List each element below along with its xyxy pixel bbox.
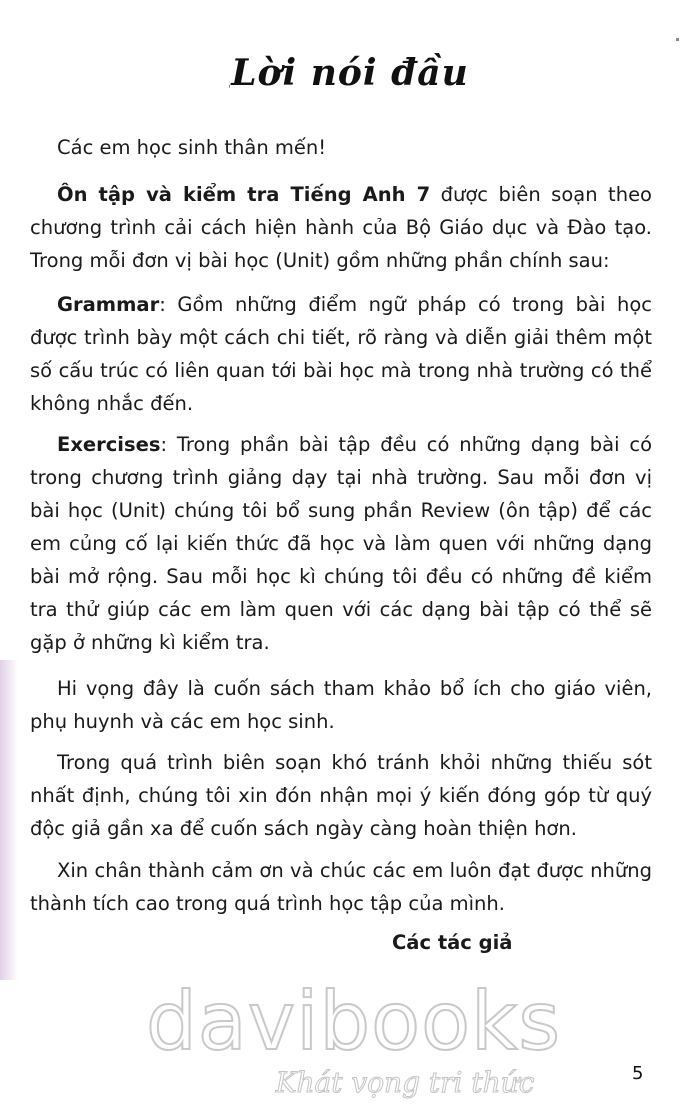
page-number: 5 bbox=[632, 1063, 644, 1084]
binding-shadow bbox=[0, 660, 18, 980]
book-title: Ôn tập và kiểm tra Tiếng Anh 7 bbox=[57, 183, 431, 206]
page-title: Lời nói đầu bbox=[231, 52, 469, 94]
signature: Các tác giả bbox=[392, 931, 513, 954]
grammar-label: Grammar bbox=[57, 293, 160, 316]
scan-speck bbox=[676, 38, 679, 41]
errors-text: Trong quá trình biên soạn khó tránh khỏi những thiếu sót nhất định, chúng tôi xin đón nhận mọi ý kiến đóng góp từ quý độc giả gần xa để cuốn sách ngày càng hoàn thiện hơn. bbox=[30, 751, 652, 840]
grammar-text: : Gồm những điểm ngữ pháp có trong bài học được trình bày một cách chi tiết, rõ ràng và diễn giải thêm một số cấu trúc có liên quan tới bài học mà trong nhà trường có thể không nhắc đến. bbox=[30, 293, 652, 415]
greeting-text: Các em học sinh thân mến! bbox=[57, 136, 327, 159]
grammar-paragraph bbox=[30, 288, 652, 420]
intro-text: được biên soạn theo chương trình cải cách hiện hành của Bộ Giáo dục và Đào tạo. Trong mỗi đơn vị bài học (Unit) gồm những phần chính sau: bbox=[30, 183, 652, 272]
greeting-paragraph bbox=[30, 131, 652, 164]
hope-text: Hi vọng đây là cuốn sách tham khảo bổ ích cho giáo viên, phụ huynh và các em học sinh. bbox=[30, 677, 652, 733]
errors-paragraph bbox=[30, 746, 652, 845]
watermark-slogan: Khát vọng tri thức bbox=[275, 1066, 535, 1099]
exercises-label: Exercises bbox=[57, 433, 161, 456]
exercises-paragraph bbox=[30, 428, 652, 659]
intro-paragraph bbox=[30, 178, 652, 277]
exercises-text: : Trong phần bài tập đều có những dạng bài có trong chương trình giảng dạy tại nhà trường. Sau mỗi đơn vị bài học (Unit) chúng tôi bổ sung phần Review (ôn tập) để các em củng cố lại kiến thức đã học và làm quen với những dạng bài mở rộng. Sau mỗi học kì chúng tôi đều có những đề kiểm tra thử giúp các em làm quen với các dạng bài tập có thể sẽ gặp ở những kì kiểm tra. bbox=[30, 433, 652, 654]
watermark-brand: davibooks bbox=[146, 975, 562, 1068]
hope-paragraph bbox=[30, 672, 652, 738]
thanks-paragraph bbox=[30, 854, 652, 920]
scan-mark: ' bbox=[228, 84, 231, 95]
thanks-text: Xin chân thành cảm ơn và chúc các em luôn đạt được những thành tích cao trong quá trình học tập của mình. bbox=[30, 859, 652, 915]
